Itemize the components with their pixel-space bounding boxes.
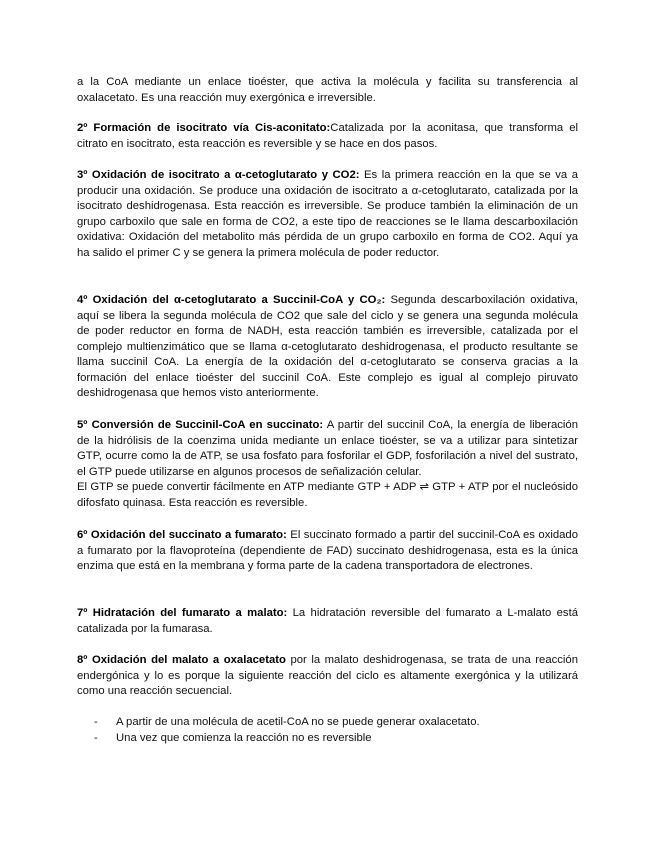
bullet-marker: - bbox=[94, 732, 98, 744]
bullet-marker: - bbox=[94, 716, 98, 728]
paragraph-heading: 5º Conversión de Succinil-CoA en succinato: bbox=[77, 419, 324, 431]
paragraph-body: La hidratación reversible del fumarato a L-malato está catalizada por la fumarasa. bbox=[77, 607, 578, 635]
paragraph-heading: 4º Oxidación del α-cetoglutarato a Succinil-CoA y CO₂: bbox=[77, 294, 386, 306]
list-item bbox=[94, 715, 584, 731]
paragraph-heading: 8º Oxidación del malato a oxalacetato bbox=[77, 654, 286, 666]
paragraph-heading: 3º Oxidación de isocitrato a α-cetoglutarato y CO2: bbox=[77, 169, 360, 181]
paragraph-heading: 7º Hidratación del fumarato a malato: bbox=[77, 607, 288, 619]
paragraph-step-5-gtp bbox=[77, 480, 578, 511]
bullet-list bbox=[94, 715, 584, 747]
paragraph-step-3 bbox=[77, 168, 578, 261]
paragraph-heading: 6º Oxidación del succinato a fumarato: bbox=[77, 529, 287, 541]
paragraph-heading: 2º Formación de isocitrato vía Cis-aconitato: bbox=[77, 122, 331, 134]
list-item bbox=[94, 731, 584, 747]
paragraph-body: El succinato formado a partir del succinil-CoA es oxidado a fumarato por la flavoproteína (dependiente de FAD) succinato deshidrogenasa, esta es la única enzima que está en la membrana y forma parte de la cadena transportadora de electrones. bbox=[77, 529, 578, 572]
paragraph-step-7 bbox=[77, 606, 578, 637]
paragraph-body: A partir del succinil CoA, la energía de liberación de la hidrólisis de la coenzima unida mediante un enlace tioéster, se va a utilizar para sintetizar GTP, ocurre como la de ATP, se usa fosfato para fosforilar el GDP, fosforilación a nivel del sustrato, el GTP puede utilizarse en algunos procesos de señalización celular. bbox=[77, 419, 578, 478]
paragraph-body: Catalizada por la aconitasa, que transforma el citrato en isocitrato, esta reacción es reversible y se hace en dos pasos. bbox=[77, 122, 578, 150]
paragraph-body: Segunda descarboxilación oxidativa, aquí se libera la segunda molécula de CO2 que sale del ciclo y se genera una segunda molécula de poder reductor en forma de NADH, esta reacción también es irreversible, catalizada por el complejo multienzimático que se llama α-cetoglutarato deshidrogenasa, el producto resultante se llama succinil CoA. La energía de la oxidación del α-cetoglutarato se conserva gracias a la formación del enlace tioéster del succinil CoA. Este complejo es igual al complejo piruvato deshidrogenasa que hemos visto anteriormente. bbox=[77, 294, 578, 399]
paragraph-body: El GTP se puede convertir fácilmente en ATP mediante GTP + ADP ⇌ GTP + ATP por el nucleósido difosfato quinasa. Esta reacción es reversible. bbox=[77, 481, 578, 509]
paragraph-body: Es la primera reacción en la que se va a producir una oxidación. Se produce una oxidación de isocitrato a α-cetoglutarato, catalizada por la isocitrato deshidrogenasa. Esta reacción es irreversible. Se produce también la eliminación de un grupo carboxilo que sale en forma de CO2, a este tipo de reacciones se le llama descarboxilación oxidativa: Oxidación del metabolito más pérdida de un grupo carboxilo en forma de CO2. Aquí ya ha salido el primer C y se genera la primera molécula de poder reductor. bbox=[77, 169, 578, 259]
list-item-text: A partir de una molécula de acetil-CoA no se puede generar oxalacetato. bbox=[116, 716, 480, 728]
paragraph-intro bbox=[77, 75, 578, 106]
paragraph-step-6 bbox=[77, 528, 578, 575]
paragraph-step-8 bbox=[77, 653, 578, 700]
paragraph-body: a la CoA mediante un enlace tioéster, que activa la molécula y facilita su transferencia al oxalacetato. Es una reacción muy exergónica e irreversible. bbox=[77, 76, 578, 104]
paragraph-step-4 bbox=[77, 293, 578, 402]
paragraph-body: por la malato deshidrogenasa, se trata de una reacción endergónica y lo es porque la siguiente reacción del ciclo es altamente exergónica y la utilizará como una reacción secuencial. bbox=[77, 654, 578, 697]
list-item-text: Una vez que comienza la reacción no es reversible bbox=[116, 732, 372, 744]
paragraph-step-5 bbox=[77, 418, 578, 480]
paragraph-step-2 bbox=[77, 121, 578, 152]
